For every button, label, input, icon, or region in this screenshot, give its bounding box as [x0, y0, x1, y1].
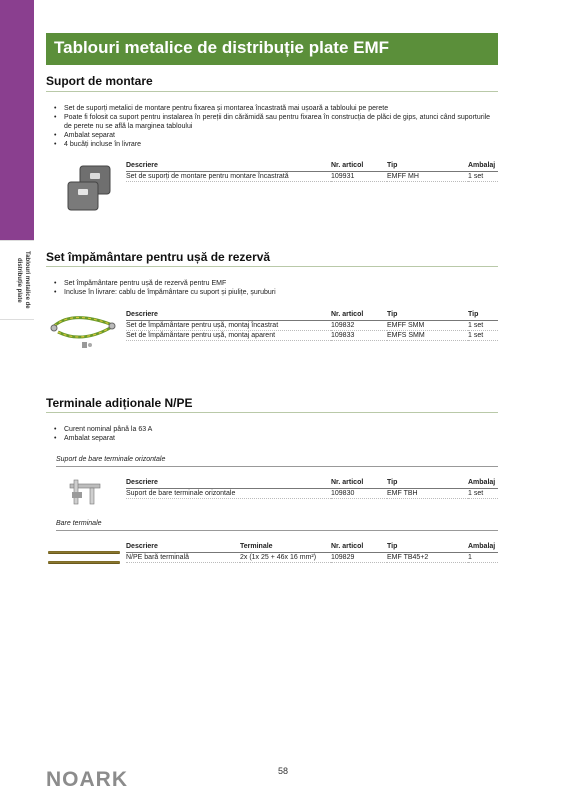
- col-header: Nr. articol: [331, 478, 387, 489]
- section-rule: [46, 91, 498, 92]
- bullet-list-earthing: [54, 279, 498, 297]
- col-header: Tip: [387, 310, 468, 321]
- table-header-row: [126, 161, 498, 172]
- product-table-terminal-bars: [126, 542, 498, 563]
- col-header: Ambalaj: [468, 161, 498, 172]
- cell-package: 1: [468, 553, 498, 563]
- page-title: Tablouri metalice de distribuție plate EMF: [46, 33, 498, 65]
- mounting-bracket-image: [62, 164, 118, 219]
- subheading-rule: [56, 530, 498, 531]
- col-header: Descriere: [126, 542, 240, 553]
- table-row: [126, 489, 498, 499]
- cell-article: 109829: [331, 553, 387, 563]
- section-title-mounting: Suport de montare: [46, 74, 153, 88]
- list-item: • Set de suporți metalici de montare pentru fixarea și montarea încastrată mai ușoară a tabloului pe perete: [54, 104, 498, 113]
- earthing-cable-image: [48, 312, 120, 357]
- col-header: Nr. articol: [331, 310, 387, 321]
- col-header: Tip: [468, 310, 498, 321]
- cell-article: 109833: [331, 331, 387, 341]
- col-header: Nr. articol: [331, 542, 387, 553]
- section-rule: [46, 266, 498, 267]
- product-table-mounting: [126, 161, 498, 182]
- busbar-support-image: [66, 478, 106, 513]
- col-header: Terminale: [240, 542, 331, 553]
- list-item: • Set împământare pentru ușă de rezervă pentru EMF: [54, 279, 498, 288]
- cell-description: Set de împământare pentru ușă, montaj încastrat: [126, 321, 331, 331]
- sidebar-label: Tablouri metalice de distribuție plate: [16, 251, 30, 309]
- cell-terminals: 2x (1x 25 + 46x 16 mm²): [240, 553, 331, 563]
- subheading-rule: [56, 466, 498, 467]
- cell-type: EMFS SMM: [387, 331, 468, 341]
- list-item: • 4 bucăți incluse în livrare: [54, 140, 498, 149]
- cell-description: Suport de bare terminale orizontale: [126, 489, 331, 499]
- page-number: 58: [277, 766, 288, 776]
- cell-type: EMF TBH: [387, 489, 468, 499]
- table-row: [126, 172, 498, 182]
- col-header: Ambalaj: [468, 542, 498, 553]
- cell-article: 109832: [331, 321, 387, 331]
- list-item: • Ambalat separat: [54, 131, 498, 140]
- list-item: • Curent nominal până la 63 A: [54, 425, 498, 434]
- col-header: Descriere: [126, 310, 331, 321]
- section-title-terminals: Terminale adiționale N/PE: [46, 396, 193, 410]
- col-header: Descriere: [126, 161, 331, 172]
- list-item: • Ambalat separat: [54, 434, 498, 443]
- list-item: • Poate fi folosit ca suport pentru instalarea în pereții din cărămidă sau pentru fixarea în construcția de plăci de gips, atunci când suporturile de perete nu se află la marginea tabloului: [54, 113, 498, 131]
- cell-package: 1 set: [468, 489, 498, 499]
- subheading-terminal-bars: Bare terminale: [56, 520, 102, 527]
- section-rule: [46, 412, 498, 413]
- bullet-list-terminals: [54, 425, 498, 443]
- subheading-busbar-support: Suport de bare terminale orizontale: [56, 456, 166, 463]
- cell-package: 1 set: [468, 331, 498, 341]
- terminal-bar-image: [46, 550, 122, 571]
- cell-description: N/PE bară terminală: [126, 553, 240, 563]
- cell-package: 1 set: [468, 321, 498, 331]
- table-header-row: [126, 478, 498, 489]
- cell-article: 109830: [331, 489, 387, 499]
- cell-package: 1 set: [468, 172, 498, 182]
- col-header: Tip: [387, 542, 468, 553]
- product-table-earthing: [126, 310, 498, 341]
- col-header: Ambalaj: [468, 478, 498, 489]
- cell-description: Set de împământare pentru ușă, montaj aparent: [126, 331, 331, 341]
- table-row: [126, 331, 498, 341]
- cell-type: EMFF MH: [387, 172, 468, 182]
- section-title-earthing: Set împământare pentru ușă de rezervă: [46, 250, 271, 264]
- noark-logo: NOARK: [46, 768, 128, 791]
- table-header-row: [126, 310, 498, 321]
- cell-type: EMF TB45+2: [387, 553, 468, 563]
- col-header: Descriere: [126, 478, 331, 489]
- product-table-busbar-support: [126, 478, 498, 499]
- bullet-list-mounting: [54, 104, 498, 149]
- col-header: Nr. articol: [331, 161, 387, 172]
- col-header: Tip: [387, 478, 468, 489]
- cell-type: EMFF SMM: [387, 321, 468, 331]
- cell-description: Set de suporți de montare pentru montare încastrată: [126, 172, 331, 182]
- table-header-row: [126, 542, 498, 553]
- cell-article: 109931: [331, 172, 387, 182]
- col-header: Tip: [387, 161, 468, 172]
- list-item: • Incluse în livrare: cablu de împământare cu suport și piulițe, șuruburi: [54, 288, 498, 297]
- table-row: [126, 321, 498, 331]
- table-row: [126, 553, 498, 563]
